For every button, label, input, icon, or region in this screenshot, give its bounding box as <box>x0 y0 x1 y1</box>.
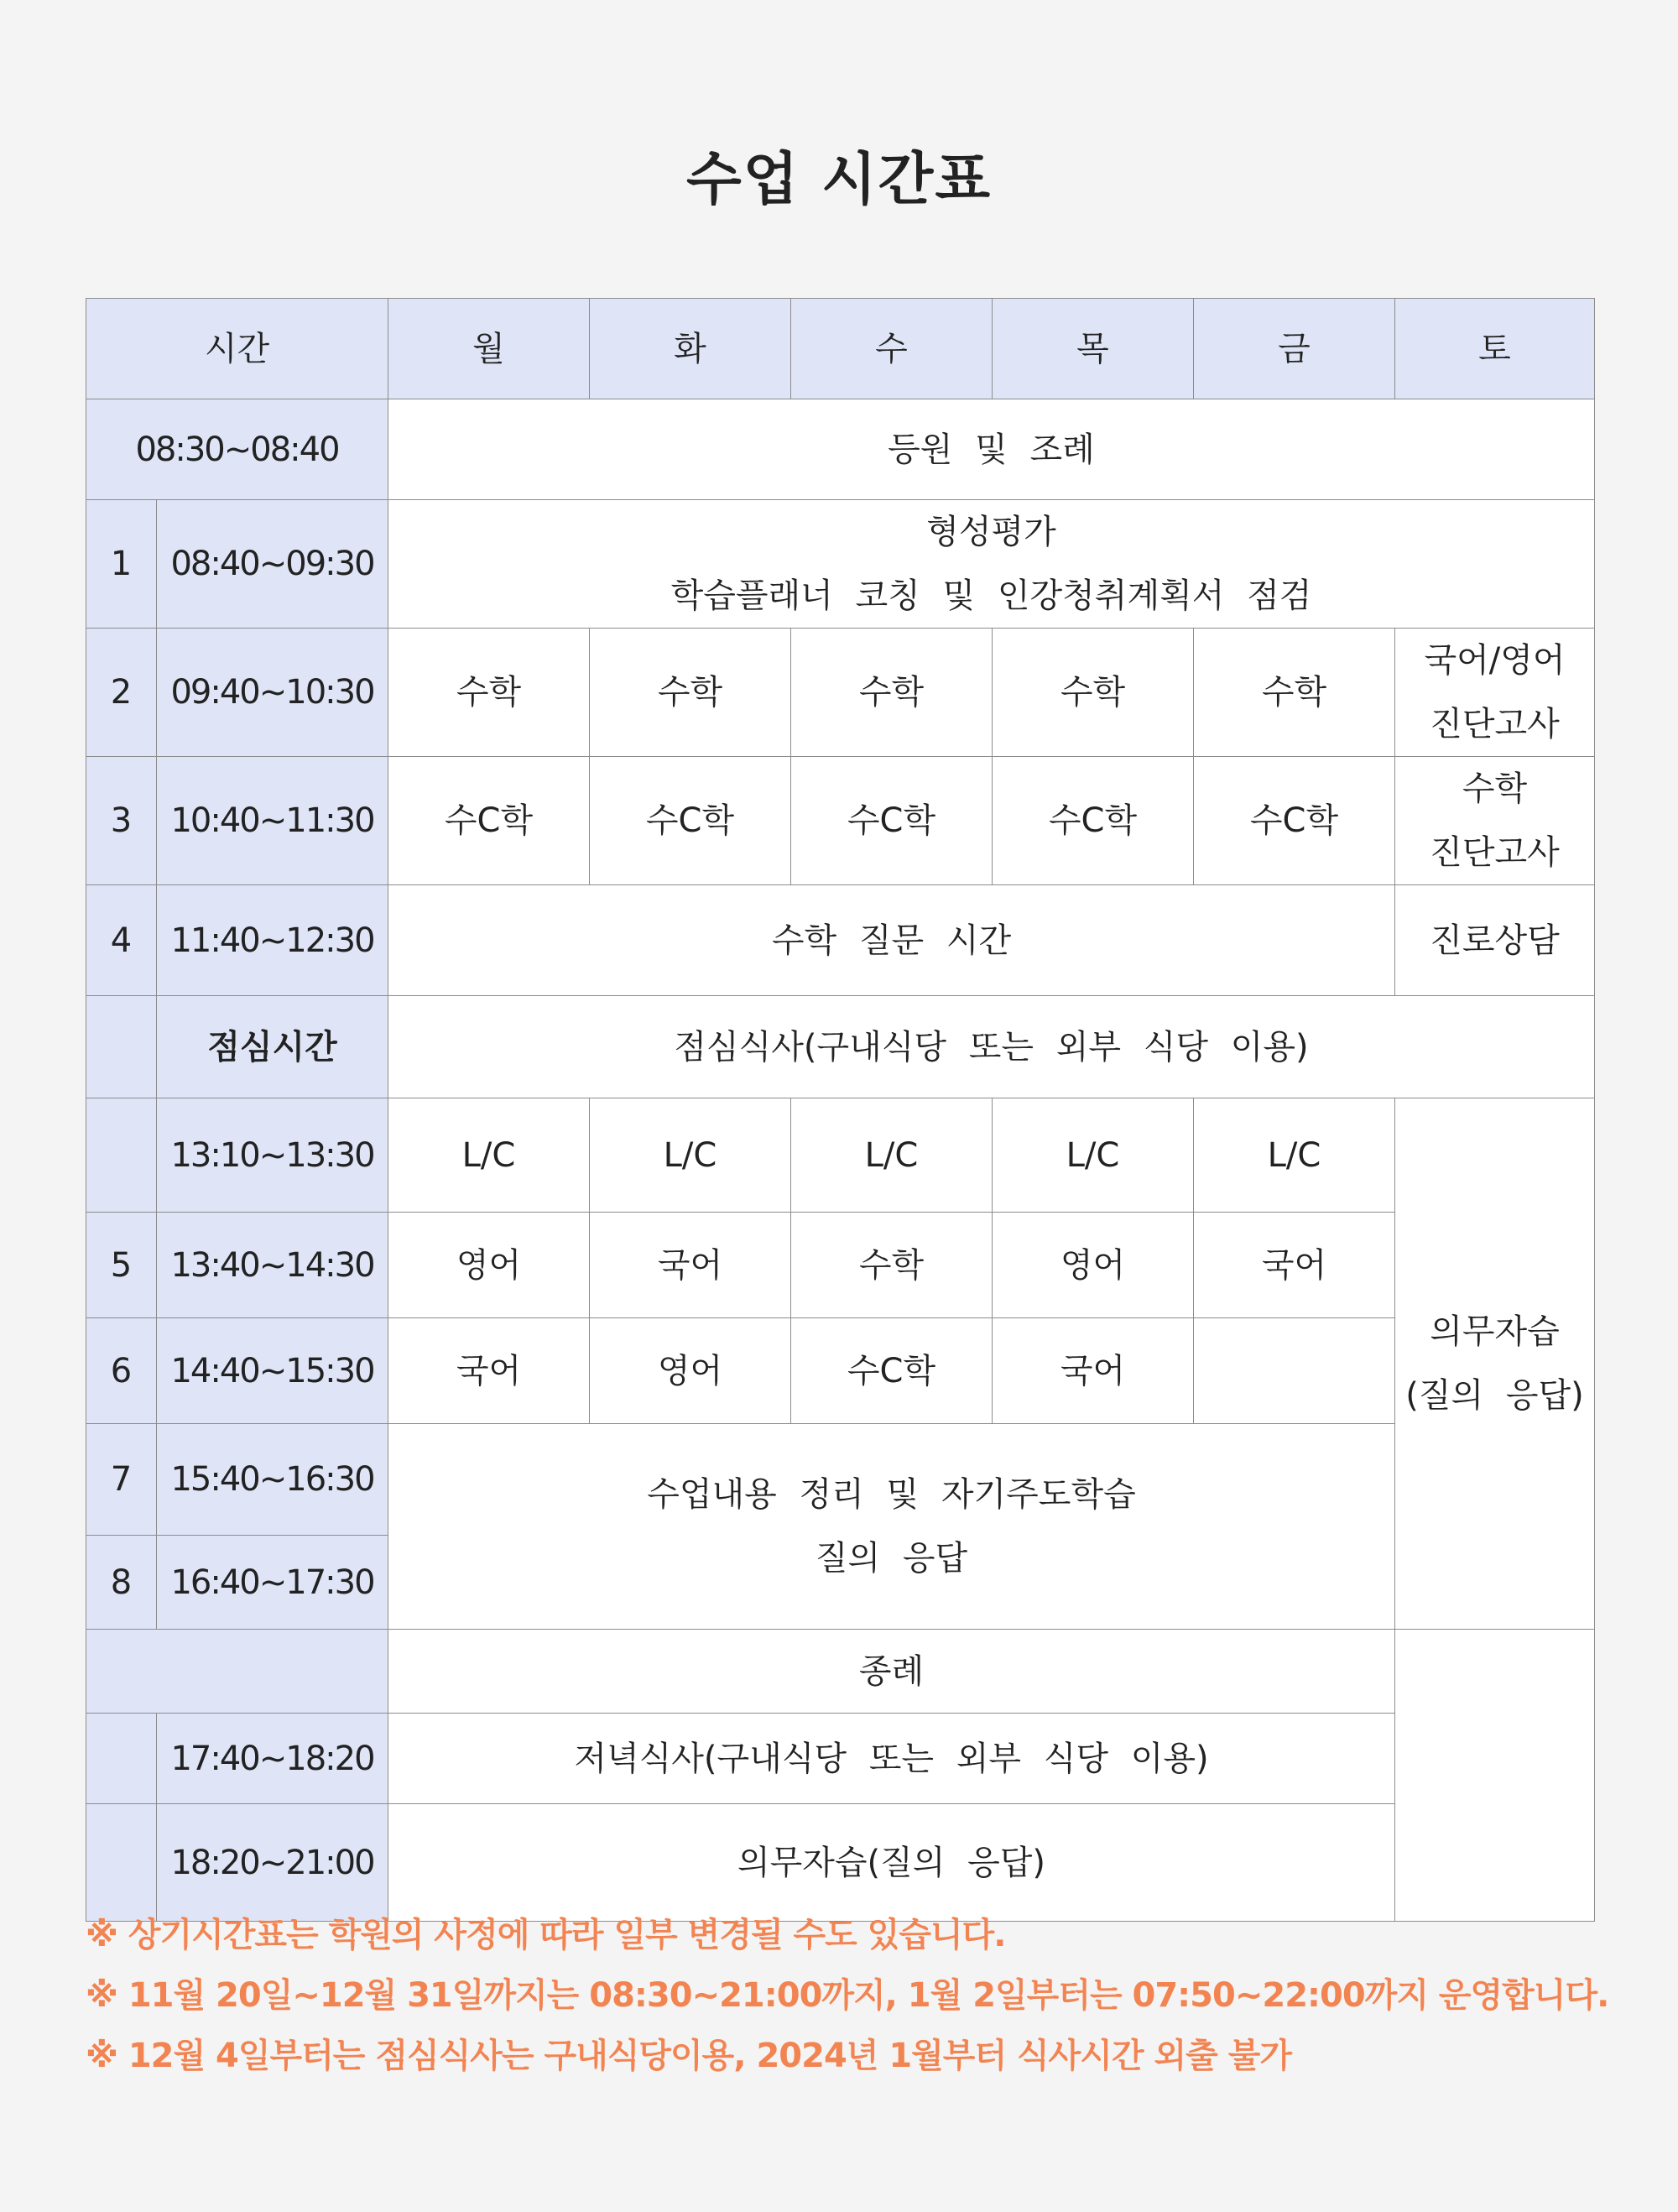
saturday-line: 의무자습 <box>1430 1312 1560 1351</box>
period-number: 7 <box>86 1424 157 1536</box>
period-number: 2 <box>86 629 157 757</box>
saturday-cell <box>1395 757 1595 885</box>
note-line: ※ 상기시간표는 학원의 사정에 따라 일부 변경될 수도 있습니다. <box>86 1916 1006 1954</box>
period-number: 1 <box>86 500 157 629</box>
time-cell: 08:30~08:40 <box>86 399 388 500</box>
activity-cell <box>388 500 1595 629</box>
table-row <box>86 1213 1595 1318</box>
subject-cell: 수C학 <box>590 757 791 885</box>
table-row <box>86 757 1595 885</box>
header-wed: 수 <box>791 299 993 399</box>
time-cell: 13:10~13:30 <box>157 1098 388 1213</box>
notes <box>86 1905 1646 2086</box>
subject-cell: 영어 <box>590 1318 791 1424</box>
header-fri: 금 <box>1194 299 1395 399</box>
subject-cell: L/C <box>590 1098 791 1213</box>
subject-cell: 국어 <box>1194 1213 1395 1318</box>
period-number <box>86 1804 157 1922</box>
subject-cell: 영어 <box>993 1213 1194 1318</box>
activity-cell: 수학 질문 시간 <box>388 885 1395 996</box>
activity-cell: 등원 및 조례 <box>388 399 1595 500</box>
table-row <box>86 399 1595 500</box>
period-number: 6 <box>86 1318 157 1424</box>
table-row <box>86 1714 1595 1804</box>
header-tue: 화 <box>590 299 791 399</box>
subject-cell: 수C학 <box>388 757 590 885</box>
saturday-line: (질의 응답) <box>1405 1376 1584 1415</box>
table-row <box>86 500 1595 629</box>
table-row <box>86 1424 1595 1536</box>
period-number: 3 <box>86 757 157 885</box>
subject-cell: 수C학 <box>993 757 1194 885</box>
activity-line: 학습플래너 코칭 및 인강청취계획서 점검 <box>670 576 1312 615</box>
time-cell: 18:20~21:00 <box>157 1804 388 1922</box>
table-row <box>86 1630 1595 1714</box>
note-line: ※ 11월 20일~12월 31일까지는 08:30~21:00까지, 1월 2일부터는 07:50~22:00까지 운영합니다. <box>86 1976 1609 2015</box>
time-cell: 15:40~16:30 <box>157 1424 388 1536</box>
subject-cell: 수학 <box>1194 629 1395 757</box>
activity-line: 형성평가 <box>926 513 1056 551</box>
subject-cell: 수C학 <box>1194 757 1395 885</box>
time-cell: 14:40~15:30 <box>157 1318 388 1424</box>
subject-cell: 수학 <box>590 629 791 757</box>
time-cell: 08:40~09:30 <box>157 500 388 629</box>
subject-cell: L/C <box>388 1098 590 1213</box>
saturday-line: 수학 <box>1462 770 1528 808</box>
table-row <box>86 1804 1595 1922</box>
period-number <box>86 1098 157 1213</box>
time-cell: 09:40~10:30 <box>157 629 388 757</box>
header-mon: 월 <box>388 299 590 399</box>
activity-cell: 점심식사(구내식당 또는 외부 식당 이용) <box>388 996 1595 1098</box>
table-row <box>86 1318 1595 1424</box>
header-thu: 목 <box>993 299 1194 399</box>
time-cell <box>86 1630 388 1714</box>
time-cell: 13:40~14:30 <box>157 1213 388 1318</box>
saturday-study-cell <box>1395 1098 1595 1630</box>
period-number <box>86 1714 157 1804</box>
subject-cell: 수학 <box>388 629 590 757</box>
time-cell: 10:40~11:30 <box>157 757 388 885</box>
period-number <box>86 996 157 1098</box>
header-time: 시간 <box>86 299 388 399</box>
period-number: 8 <box>86 1536 157 1630</box>
table-row <box>86 885 1595 996</box>
subject-cell: L/C <box>1194 1098 1395 1213</box>
saturday-line: 진단고사 <box>1430 705 1560 743</box>
activity-line: 질의 응답 <box>815 1539 968 1578</box>
time-cell: 17:40~18:20 <box>157 1714 388 1804</box>
activity-line: 수업내용 정리 및 자기주도학습 <box>647 1475 1136 1514</box>
period-number: 4 <box>86 885 157 996</box>
header-row <box>86 299 1595 399</box>
subject-cell: 수C학 <box>791 757 993 885</box>
saturday-line: 진단고사 <box>1430 833 1560 872</box>
saturday-cell <box>1395 629 1595 757</box>
header-sat: 토 <box>1395 299 1595 399</box>
subject-cell: L/C <box>993 1098 1194 1213</box>
activity-cell: 저녁식사(구내식당 또는 외부 식당 이용) <box>388 1714 1395 1804</box>
subject-cell: 영어 <box>388 1213 590 1318</box>
subject-cell <box>1194 1318 1395 1424</box>
subject-cell: 수학 <box>993 629 1194 757</box>
activity-cell <box>388 1424 1395 1630</box>
activity-cell: 의무자습(질의 응답) <box>388 1804 1395 1922</box>
table-row <box>86 1098 1595 1213</box>
subject-cell: 국어 <box>993 1318 1194 1424</box>
note-line: ※ 12월 4일부터는 점심식사는 구내식당이용, 2024년 1월부터 식사시간 외출 불가 <box>86 2037 1291 2075</box>
table-row <box>86 629 1595 757</box>
subject-cell: 수학 <box>791 629 993 757</box>
lunch-label: 점심시간 <box>157 996 388 1098</box>
subject-cell: L/C <box>791 1098 993 1213</box>
time-cell: 11:40~12:30 <box>157 885 388 996</box>
subject-cell: 국어 <box>590 1213 791 1318</box>
saturday-cell <box>1395 1630 1595 1922</box>
subject-cell: 국어 <box>388 1318 590 1424</box>
time-cell: 16:40~17:30 <box>157 1536 388 1630</box>
page-title: 수업 시간표 <box>685 147 993 213</box>
table-row <box>86 996 1595 1098</box>
saturday-cell: 진로상담 <box>1395 885 1595 996</box>
period-number: 5 <box>86 1213 157 1318</box>
subject-cell: 수C학 <box>791 1318 993 1424</box>
subject-cell: 수학 <box>791 1213 993 1318</box>
saturday-line: 국어/영어 <box>1424 641 1566 680</box>
activity-cell: 종례 <box>388 1630 1395 1714</box>
timetable <box>86 298 1595 1922</box>
